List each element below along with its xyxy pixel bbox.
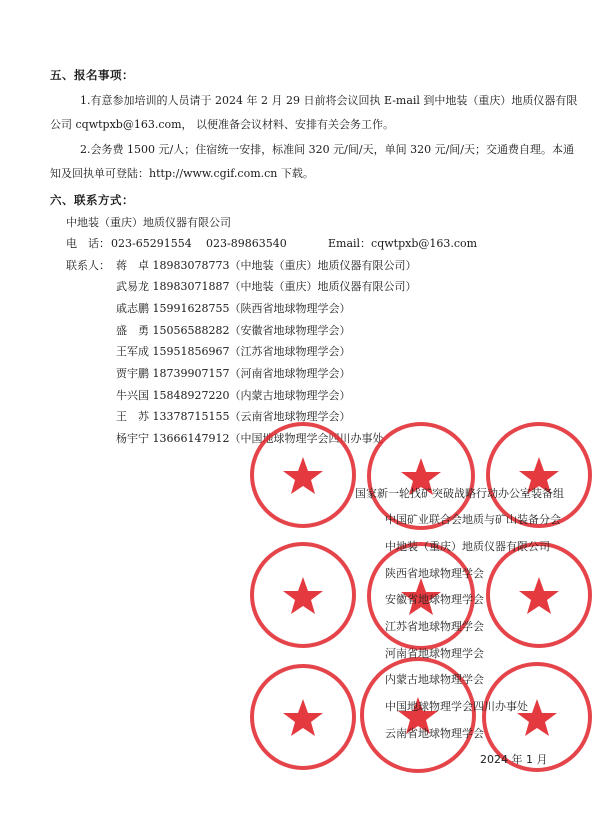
company-name: 中地装（重庆）地质仪器有限公司 [66,216,231,229]
signature-date: 2024 年 1 月 [480,753,548,766]
signature-org: 内蒙古地球物理学会 [385,673,484,686]
item1-line1: 1.有意参加培训的人员请于 2024 年 2 月 29 日前将会议回执 E-mail 到中地装（重庆）地质仪器有限 [80,94,578,107]
contact-item: 牛兴国 15848927220（内蒙古地球物理学会） [116,389,351,402]
item1-line2: 公司 cqwtpxb@163.com， 以便准备会议材料、安排有关会务工作。 [50,118,395,131]
signature-org: 中地装（重庆）地质仪器有限公司 [385,540,550,553]
contact-item: 蒋 卓 18983078773（中地装（重庆）地质仪器有限公司） [116,259,417,272]
phone-number-2: 023-89863540 [206,237,287,250]
seal-mining-federation [248,420,358,530]
contact-item: 王 苏 13378715155（云南省地球物理学会） [116,410,351,423]
item2-line1: 2.会务费 1500 元/人；住宿统一安排，标准间 320 元/间/天，单间 320 元/间/天；交通费自理。本通 [80,143,574,156]
item2-line2: 知及回执单可登陆：http://www.cgif.com.cn 下载。 [50,167,314,180]
phone-number-1: 023-65291554 [111,237,192,250]
contact-item: 杨宇宁 13666147912（中国地球物理学会四川办事处 [116,432,384,445]
contacts-label: 联系人： [66,259,110,272]
email: Email：cqwtpxb@163.com [328,237,478,250]
section-6-heading: 六、联系方式： [50,193,134,207]
phone-label: 电 话： [66,237,110,250]
contact-item: 贾宇鹏 18739907157（河南省地球物理学会） [116,367,351,380]
section-5-heading: 五、报名事项： [50,68,134,82]
signature-org: 河南省地球物理学会 [385,647,484,660]
seal-inner-mongolia-society [248,662,358,772]
contact-item: 盛 勇 15056588282（安徽省地球物理学会） [116,324,351,337]
contact-item: 王军成 15951856967（江苏省地球物理学会） [116,345,351,358]
signature-org: 云南省地球物理学会 [385,727,484,740]
signature-org: 陕西省地球物理学会 [385,567,484,580]
contact-item: 戚志鹏 15991628755（陕西省地球物理学会） [116,302,351,315]
signature-org: 国家新一轮找矿突破战略行动办公室装备组 [355,487,564,500]
seal-henan-society [484,540,594,650]
signature-org: 安徽省地球物理学会 [385,593,484,606]
signature-org: 中国矿业联合会地质与矿山装备分会 [385,513,561,526]
contact-item: 武易龙 18983071887（中地装（重庆）地质仪器有限公司） [116,280,417,293]
seal-anhui-society [248,540,358,650]
signature-org: 江苏省地球物理学会 [385,620,484,633]
signature-org: 中国地球物理学会四川办事处 [385,700,528,713]
